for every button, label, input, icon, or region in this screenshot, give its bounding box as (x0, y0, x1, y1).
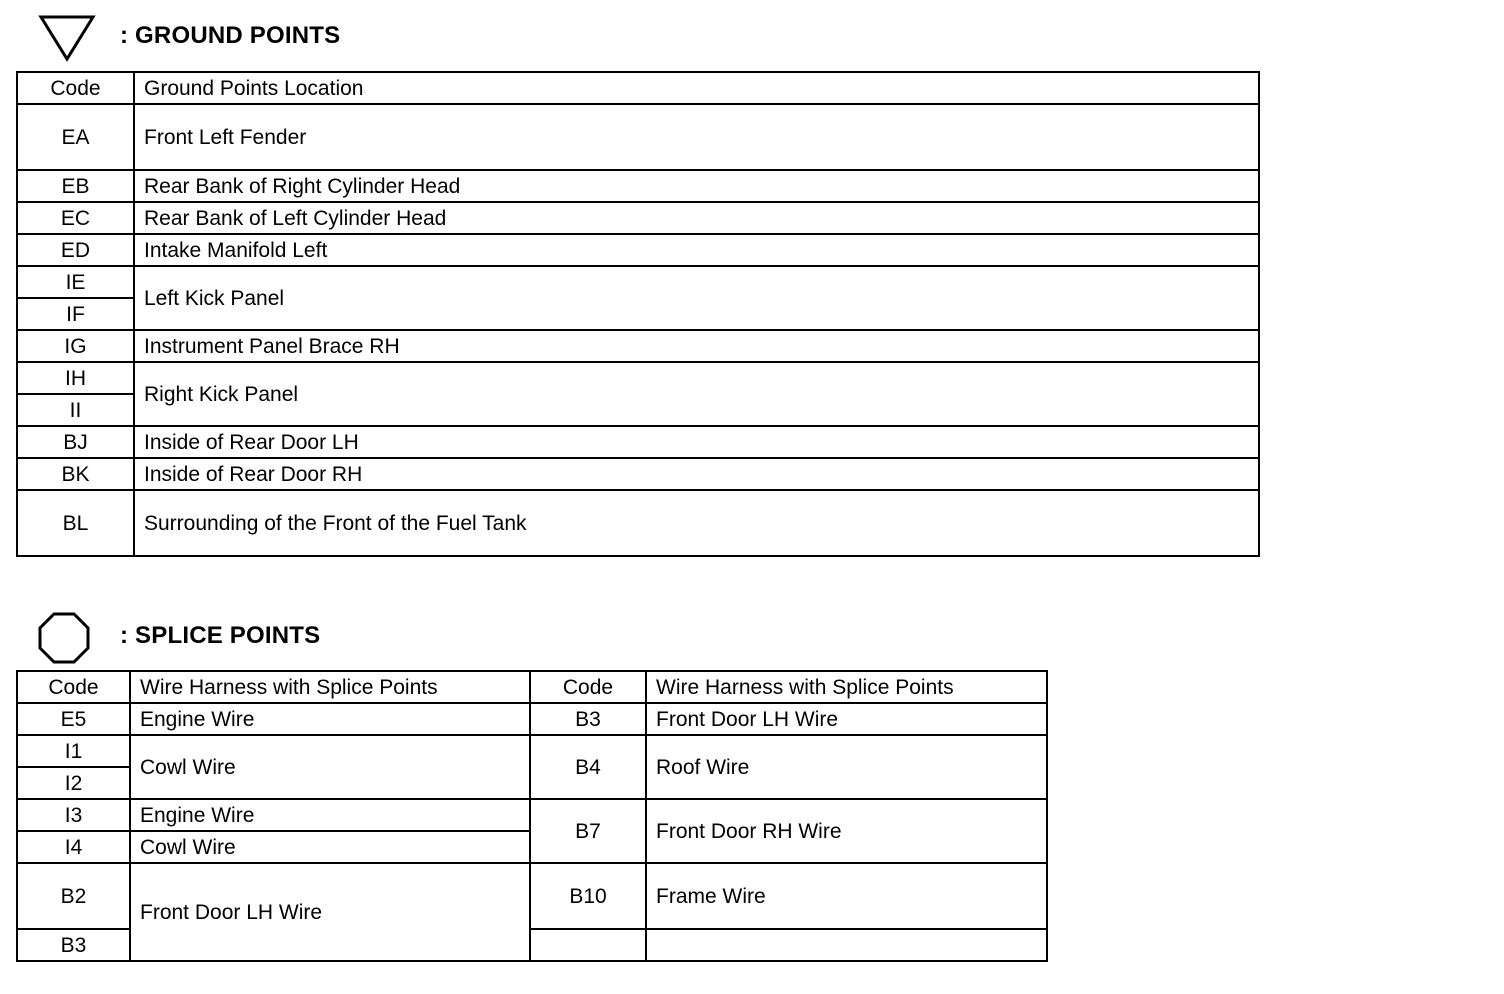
location-cell: Intake Manifold Left (134, 234, 1259, 266)
table-row (17, 490, 1259, 556)
code-cell: I4 (17, 831, 130, 863)
code-cell: B2 (17, 863, 130, 929)
code-cell: EB (17, 170, 134, 202)
location-header: Ground Points Location (134, 72, 1259, 104)
code-cell: B7 (530, 799, 646, 863)
harness-cell: Front Door LH Wire (130, 863, 530, 961)
location-cell: Rear Bank of Right Cylinder Head (134, 170, 1259, 202)
location-cell: Rear Bank of Left Cylinder Head (134, 202, 1259, 234)
location-cell: Surrounding of the Front of the Fuel Tank (134, 490, 1259, 556)
code-header: Code (530, 671, 646, 703)
code-cell: E5 (17, 703, 130, 735)
harness-cell: Front Door RH Wire (646, 799, 1047, 863)
harness-cell: Cowl Wire (130, 831, 530, 863)
code-cell: IF (17, 298, 134, 330)
ground-points-table (16, 71, 1260, 557)
harness-cell: Frame Wire (646, 863, 1047, 929)
table-header-row (17, 72, 1259, 104)
code-cell: I1 (17, 735, 130, 767)
table-row (17, 735, 1047, 767)
table-header-row (17, 671, 1047, 703)
code-cell: BL (17, 490, 134, 556)
code-cell: BK (17, 458, 134, 490)
harness-header: Wire Harness with Splice Points (130, 671, 530, 703)
splice-points-table (16, 670, 1048, 962)
harness-header: Wire Harness with Splice Points (646, 671, 1047, 703)
splice-points-title: : SPLICE POINTS (120, 622, 321, 649)
table-row (17, 703, 1047, 735)
code-cell (530, 929, 646, 961)
table-row (17, 799, 1047, 831)
table-row (17, 104, 1259, 170)
code-header: Code (17, 671, 130, 703)
harness-cell (646, 929, 1047, 961)
table-row (17, 426, 1259, 458)
code-cell: EC (17, 202, 134, 234)
ground-points-title: : GROUND POINTS (120, 22, 341, 49)
harness-cell: Cowl Wire (130, 735, 530, 799)
code-cell: B4 (530, 735, 646, 799)
table-row (17, 362, 1259, 394)
table-row (17, 330, 1259, 362)
code-header: Code (17, 72, 134, 104)
code-cell: B10 (530, 863, 646, 929)
location-cell: Right Kick Panel (134, 362, 1259, 426)
code-cell: IG (17, 330, 134, 362)
harness-cell: Front Door LH Wire (646, 703, 1047, 735)
inverted-triangle-icon (38, 14, 96, 62)
harness-cell: Engine Wire (130, 799, 530, 831)
octagon-icon (37, 611, 91, 665)
location-cell: Inside of Rear Door RH (134, 458, 1259, 490)
code-cell: BJ (17, 426, 134, 458)
code-cell: ED (17, 234, 134, 266)
table-row (17, 266, 1259, 298)
code-cell: II (17, 394, 134, 426)
code-cell: EA (17, 104, 134, 170)
location-cell: Instrument Panel Brace RH (134, 330, 1259, 362)
code-cell: IE (17, 266, 134, 298)
code-cell: B3 (17, 929, 130, 961)
table-row (17, 234, 1259, 266)
code-cell: I3 (17, 799, 130, 831)
code-cell: I2 (17, 767, 130, 799)
table-row (17, 202, 1259, 234)
harness-cell: Engine Wire (130, 703, 530, 735)
harness-cell: Roof Wire (646, 735, 1047, 799)
code-cell: IH (17, 362, 134, 394)
location-cell: Front Left Fender (134, 104, 1259, 170)
location-cell: Inside of Rear Door LH (134, 426, 1259, 458)
table-row (17, 170, 1259, 202)
table-row (17, 458, 1259, 490)
location-cell: Left Kick Panel (134, 266, 1259, 330)
table-row (17, 863, 1047, 929)
code-cell: B3 (530, 703, 646, 735)
